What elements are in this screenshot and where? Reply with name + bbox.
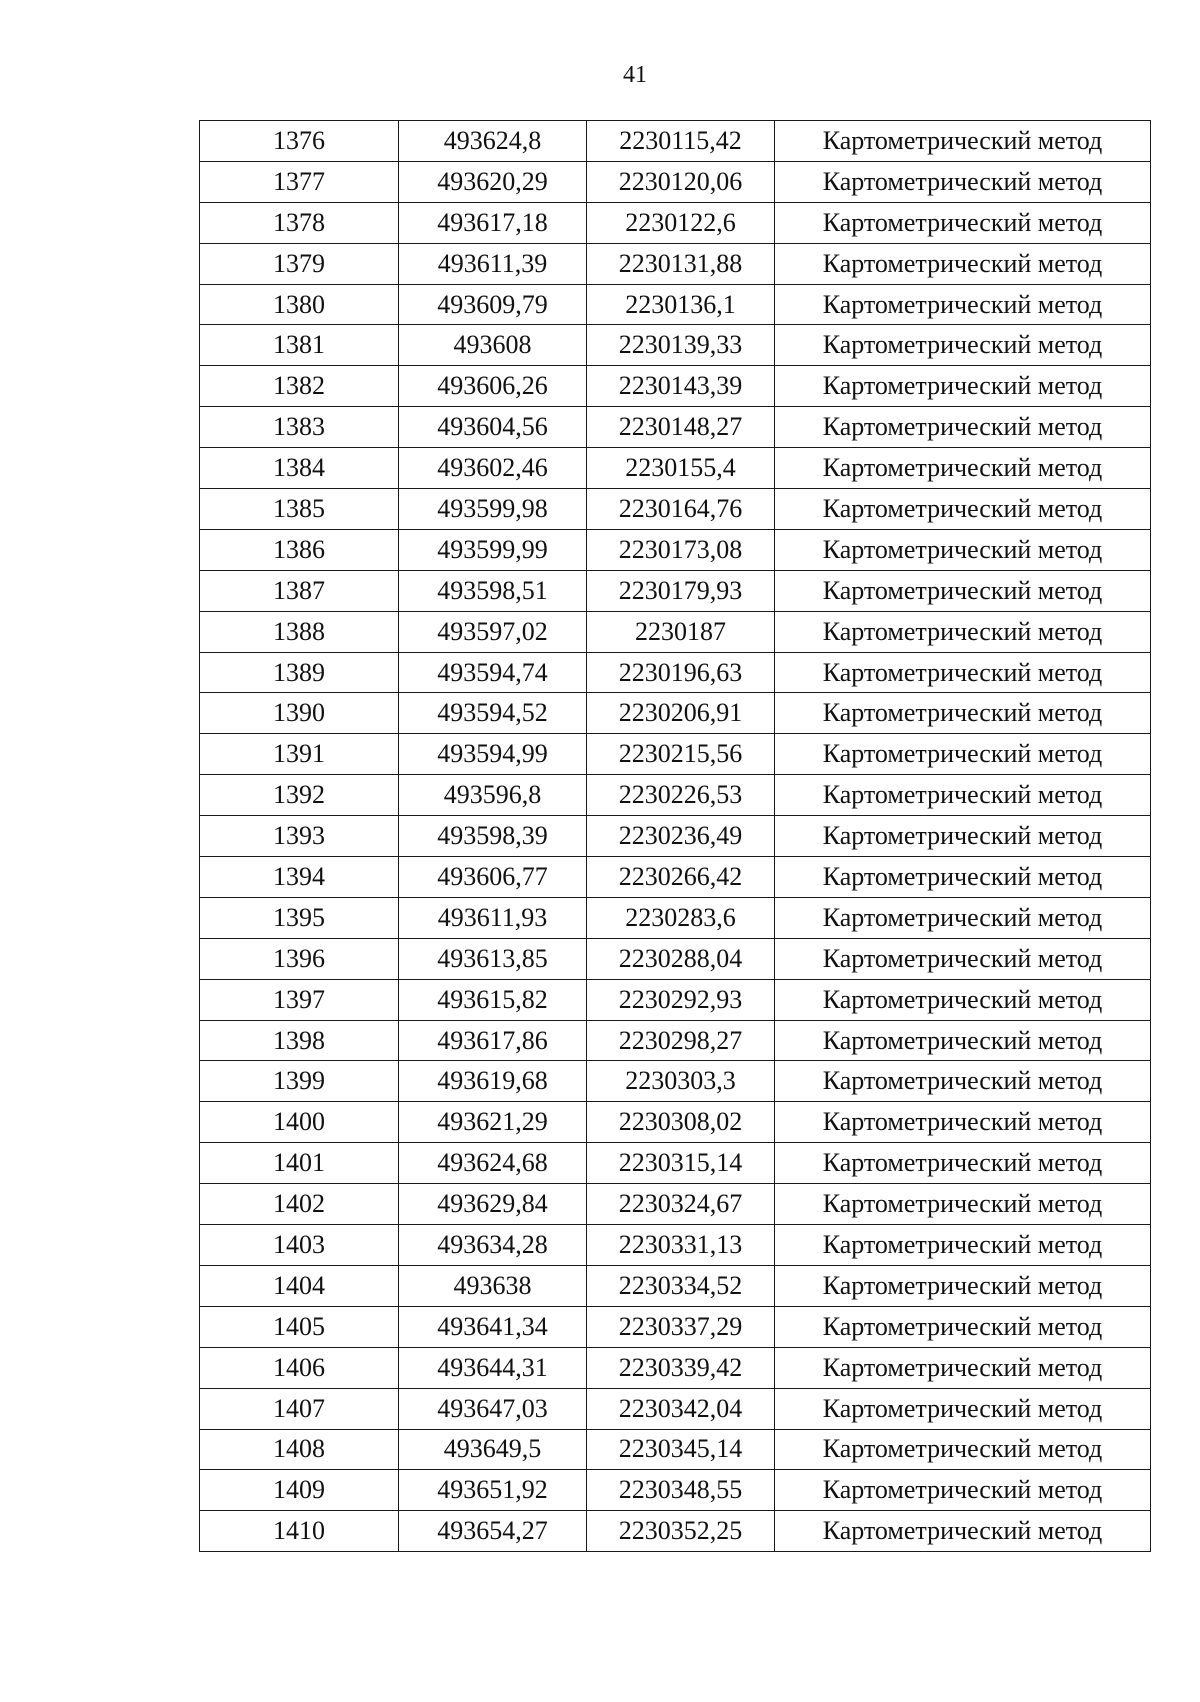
- x-coordinate-cell: 493638: [399, 1265, 587, 1306]
- y-coordinate-cell: 2230334,52: [587, 1265, 775, 1306]
- method-cell: Картометрический метод: [775, 1470, 1151, 1511]
- point-number-cell: 1391: [200, 734, 399, 775]
- point-number-cell: 1377: [200, 161, 399, 202]
- x-coordinate-cell: 493609,79: [399, 284, 587, 325]
- x-coordinate-cell: 493654,27: [399, 1511, 587, 1552]
- point-number-cell: 1386: [200, 529, 399, 570]
- x-coordinate-cell: 493604,56: [399, 407, 587, 448]
- table-row: [200, 734, 1151, 775]
- point-number-cell: 1407: [200, 1388, 399, 1429]
- table-row: [200, 529, 1151, 570]
- y-coordinate-cell: 2230331,13: [587, 1225, 775, 1266]
- method-cell: Картометрический метод: [775, 1511, 1151, 1552]
- point-number-cell: 1396: [200, 938, 399, 979]
- method-cell: Картометрический метод: [775, 1225, 1151, 1266]
- x-coordinate-cell: 493621,29: [399, 1102, 587, 1143]
- table-row: [200, 1184, 1151, 1225]
- method-cell: Картометрический метод: [775, 489, 1151, 530]
- method-cell: Картометрический метод: [775, 1061, 1151, 1102]
- method-cell: Картометрический метод: [775, 407, 1151, 448]
- x-coordinate-cell: 493599,98: [399, 489, 587, 530]
- y-coordinate-cell: 2230139,33: [587, 325, 775, 366]
- point-number-cell: 1394: [200, 857, 399, 898]
- table-row: [200, 570, 1151, 611]
- table-row: [200, 857, 1151, 898]
- x-coordinate-cell: 493602,46: [399, 448, 587, 489]
- x-coordinate-cell: 493599,99: [399, 529, 587, 570]
- table-row: [200, 1061, 1151, 1102]
- table-row: [200, 938, 1151, 979]
- table-row: [200, 611, 1151, 652]
- point-number-cell: 1379: [200, 243, 399, 284]
- y-coordinate-cell: 2230136,1: [587, 284, 775, 325]
- table-row: [200, 1143, 1151, 1184]
- table-row: [200, 1225, 1151, 1266]
- y-coordinate-cell: 2230288,04: [587, 938, 775, 979]
- x-coordinate-cell: 493611,39: [399, 243, 587, 284]
- y-coordinate-cell: 2230215,56: [587, 734, 775, 775]
- x-coordinate-cell: 493611,93: [399, 897, 587, 938]
- x-coordinate-cell: 493634,28: [399, 1225, 587, 1266]
- point-number-cell: 1408: [200, 1429, 399, 1470]
- table-row: [200, 1102, 1151, 1143]
- table-row: [200, 897, 1151, 938]
- table-row: [200, 1470, 1151, 1511]
- page-number: 41: [623, 62, 647, 88]
- y-coordinate-cell: 2230164,76: [587, 489, 775, 530]
- method-cell: Картометрический метод: [775, 1306, 1151, 1347]
- y-coordinate-cell: 2230226,53: [587, 775, 775, 816]
- method-cell: Картометрический метод: [775, 734, 1151, 775]
- x-coordinate-cell: 493617,86: [399, 1020, 587, 1061]
- point-number-cell: 1378: [200, 202, 399, 243]
- y-coordinate-cell: 2230345,14: [587, 1429, 775, 1470]
- y-coordinate-cell: 2230339,42: [587, 1347, 775, 1388]
- table-row: [200, 366, 1151, 407]
- x-coordinate-cell: 493597,02: [399, 611, 587, 652]
- y-coordinate-cell: 2230131,88: [587, 243, 775, 284]
- x-coordinate-cell: 493644,31: [399, 1347, 587, 1388]
- y-coordinate-cell: 2230122,6: [587, 202, 775, 243]
- method-cell: Картометрический метод: [775, 693, 1151, 734]
- method-cell: Картометрический метод: [775, 1347, 1151, 1388]
- point-number-cell: 1385: [200, 489, 399, 530]
- method-cell: Картометрический метод: [775, 243, 1151, 284]
- method-cell: Картометрический метод: [775, 775, 1151, 816]
- point-number-cell: 1384: [200, 448, 399, 489]
- point-number-cell: 1390: [200, 693, 399, 734]
- point-number-cell: 1393: [200, 816, 399, 857]
- table-row: [200, 1429, 1151, 1470]
- method-cell: Картометрический метод: [775, 161, 1151, 202]
- method-cell: Картометрический метод: [775, 652, 1151, 693]
- point-number-cell: 1406: [200, 1347, 399, 1388]
- y-coordinate-cell: 2230206,91: [587, 693, 775, 734]
- y-coordinate-cell: 2230315,14: [587, 1143, 775, 1184]
- x-coordinate-cell: 493608: [399, 325, 587, 366]
- point-number-cell: 1405: [200, 1306, 399, 1347]
- x-coordinate-cell: 493619,68: [399, 1061, 587, 1102]
- y-coordinate-cell: 2230352,25: [587, 1511, 775, 1552]
- table-row: [200, 693, 1151, 734]
- method-cell: Картометрический метод: [775, 284, 1151, 325]
- y-coordinate-cell: 2230148,27: [587, 407, 775, 448]
- method-cell: Картометрический метод: [775, 979, 1151, 1020]
- x-coordinate-cell: 493624,68: [399, 1143, 587, 1184]
- method-cell: Картометрический метод: [775, 529, 1151, 570]
- table-row: [200, 652, 1151, 693]
- table-row: [200, 1347, 1151, 1388]
- y-coordinate-cell: 2230292,93: [587, 979, 775, 1020]
- point-number-cell: 1409: [200, 1470, 399, 1511]
- point-number-cell: 1389: [200, 652, 399, 693]
- point-number-cell: 1395: [200, 897, 399, 938]
- point-number-cell: 1399: [200, 1061, 399, 1102]
- y-coordinate-cell: 2230308,02: [587, 1102, 775, 1143]
- x-coordinate-cell: 493606,77: [399, 857, 587, 898]
- table-row: [200, 121, 1151, 162]
- x-coordinate-cell: 493594,99: [399, 734, 587, 775]
- method-cell: Картометрический метод: [775, 1265, 1151, 1306]
- y-coordinate-cell: 2230266,42: [587, 857, 775, 898]
- table-row: [200, 489, 1151, 530]
- y-coordinate-cell: 2230115,42: [587, 121, 775, 162]
- table-row: [200, 979, 1151, 1020]
- y-coordinate-cell: 2230342,04: [587, 1388, 775, 1429]
- y-coordinate-cell: 2230283,6: [587, 897, 775, 938]
- table-row: [200, 325, 1151, 366]
- point-number-cell: 1388: [200, 611, 399, 652]
- x-coordinate-cell: 493624,8: [399, 121, 587, 162]
- y-coordinate-cell: 2230120,06: [587, 161, 775, 202]
- point-number-cell: 1392: [200, 775, 399, 816]
- x-coordinate-cell: 493613,85: [399, 938, 587, 979]
- method-cell: Картометрический метод: [775, 448, 1151, 489]
- method-cell: Картометрический метод: [775, 202, 1151, 243]
- table-row: [200, 284, 1151, 325]
- method-cell: Картометрический метод: [775, 1143, 1151, 1184]
- point-number-cell: 1380: [200, 284, 399, 325]
- coordinates-table-body: [200, 121, 1151, 1552]
- x-coordinate-cell: 493596,8: [399, 775, 587, 816]
- table-row: [200, 407, 1151, 448]
- point-number-cell: 1398: [200, 1020, 399, 1061]
- point-number-cell: 1381: [200, 325, 399, 366]
- y-coordinate-cell: 2230236,49: [587, 816, 775, 857]
- method-cell: Картометрический метод: [775, 1429, 1151, 1470]
- y-coordinate-cell: 2230179,93: [587, 570, 775, 611]
- table-row: [200, 1511, 1151, 1552]
- method-cell: Картометрический метод: [775, 1102, 1151, 1143]
- x-coordinate-cell: 493641,34: [399, 1306, 587, 1347]
- table-row: [200, 243, 1151, 284]
- x-coordinate-cell: 493617,18: [399, 202, 587, 243]
- table-row: [200, 1388, 1151, 1429]
- y-coordinate-cell: 2230196,63: [587, 652, 775, 693]
- y-coordinate-cell: 2230143,39: [587, 366, 775, 407]
- table-row: [200, 448, 1151, 489]
- y-coordinate-cell: 2230324,67: [587, 1184, 775, 1225]
- y-coordinate-cell: 2230337,29: [587, 1306, 775, 1347]
- method-cell: Картометрический метод: [775, 325, 1151, 366]
- coordinates-table: [199, 120, 1151, 1552]
- method-cell: Картометрический метод: [775, 570, 1151, 611]
- method-cell: Картометрический метод: [775, 366, 1151, 407]
- point-number-cell: 1402: [200, 1184, 399, 1225]
- point-number-cell: 1382: [200, 366, 399, 407]
- y-coordinate-cell: 2230298,27: [587, 1020, 775, 1061]
- point-number-cell: 1403: [200, 1225, 399, 1266]
- x-coordinate-cell: 493651,92: [399, 1470, 587, 1511]
- method-cell: Картометрический метод: [775, 938, 1151, 979]
- method-cell: Картометрический метод: [775, 1020, 1151, 1061]
- x-coordinate-cell: 493598,39: [399, 816, 587, 857]
- point-number-cell: 1383: [200, 407, 399, 448]
- x-coordinate-cell: 493594,74: [399, 652, 587, 693]
- point-number-cell: 1401: [200, 1143, 399, 1184]
- x-coordinate-cell: 493647,03: [399, 1388, 587, 1429]
- table-row: [200, 816, 1151, 857]
- point-number-cell: 1397: [200, 979, 399, 1020]
- method-cell: Картометрический метод: [775, 121, 1151, 162]
- x-coordinate-cell: 493598,51: [399, 570, 587, 611]
- point-number-cell: 1376: [200, 121, 399, 162]
- x-coordinate-cell: 493594,52: [399, 693, 587, 734]
- y-coordinate-cell: 2230348,55: [587, 1470, 775, 1511]
- y-coordinate-cell: 2230173,08: [587, 529, 775, 570]
- y-coordinate-cell: 2230155,4: [587, 448, 775, 489]
- point-number-cell: 1400: [200, 1102, 399, 1143]
- method-cell: Картометрический метод: [775, 1388, 1151, 1429]
- method-cell: Картометрический метод: [775, 1184, 1151, 1225]
- table-row: [200, 775, 1151, 816]
- method-cell: Картометрический метод: [775, 816, 1151, 857]
- x-coordinate-cell: 493629,84: [399, 1184, 587, 1225]
- method-cell: Картометрический метод: [775, 857, 1151, 898]
- x-coordinate-cell: 493606,26: [399, 366, 587, 407]
- point-number-cell: 1404: [200, 1265, 399, 1306]
- point-number-cell: 1410: [200, 1511, 399, 1552]
- table-row: [200, 1265, 1151, 1306]
- table-row: [200, 1020, 1151, 1061]
- x-coordinate-cell: 493620,29: [399, 161, 587, 202]
- table-row: [200, 1306, 1151, 1347]
- point-number-cell: 1387: [200, 570, 399, 611]
- method-cell: Картометрический метод: [775, 897, 1151, 938]
- table-row: [200, 161, 1151, 202]
- y-coordinate-cell: 2230303,3: [587, 1061, 775, 1102]
- x-coordinate-cell: 493649,5: [399, 1429, 587, 1470]
- y-coordinate-cell: 2230187: [587, 611, 775, 652]
- method-cell: Картометрический метод: [775, 611, 1151, 652]
- table-row: [200, 202, 1151, 243]
- x-coordinate-cell: 493615,82: [399, 979, 587, 1020]
